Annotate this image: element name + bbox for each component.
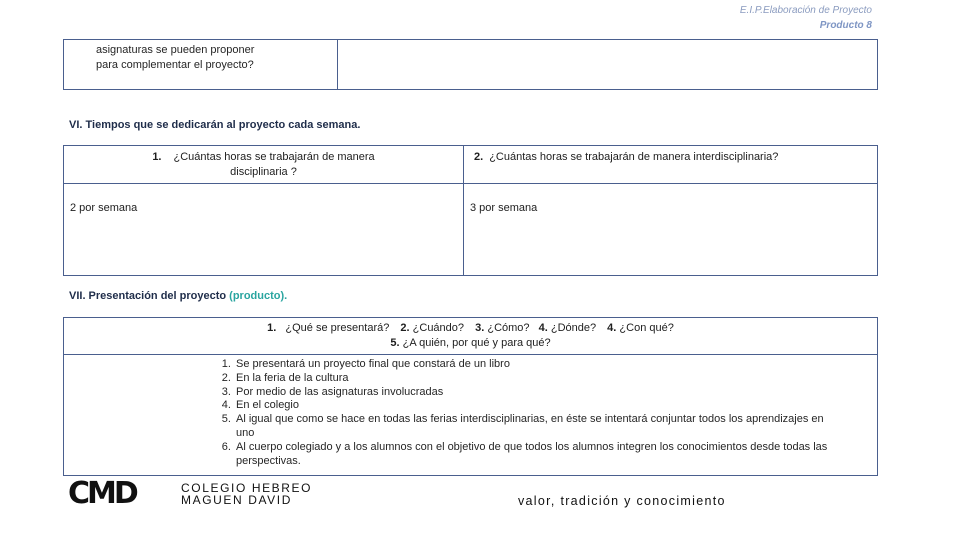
top-question-line1: asignaturas se pueden proponer	[96, 44, 255, 56]
section6-q1-line2: disciplinaria ?	[230, 166, 297, 178]
section7-title-main: VII. Presentación del proyecto	[69, 290, 227, 302]
section7-title	[69, 290, 287, 302]
section6-q2-cell	[464, 146, 878, 184]
answer-item: 2. En la feria de la cultura	[234, 372, 837, 386]
logo-text: CMD	[68, 476, 136, 511]
section6-q2-text: ¿Cuántas horas se trabajarán de manera interdisciplinaria?	[489, 151, 779, 163]
section7-answers-cell	[64, 355, 878, 476]
section7-q1-text: ¿Qué se presentará?	[285, 322, 390, 334]
header-product: Producto 8	[819, 20, 872, 31]
answer-item: 4. En el colegio	[234, 399, 837, 413]
section7-questions-cell	[64, 318, 878, 355]
section7-q3-num: 3.	[475, 322, 485, 334]
section6-title	[69, 119, 360, 131]
header-title: E.I.P.Elaboración de Proyecto	[739, 5, 872, 16]
section6-q1-line1: ¿Cuántas horas se trabajarán de manera	[173, 151, 375, 163]
section7-q5-text: ¿Con qué?	[619, 322, 674, 334]
section7-q6-text: ¿A quién, por qué y para qué?	[402, 337, 551, 349]
section7-q4-num: 4.	[538, 322, 548, 334]
section7-q6-num: 5.	[390, 337, 400, 349]
school-logo	[68, 478, 158, 510]
section7-q5-num: 4.	[607, 322, 617, 334]
answer-item: 5. Al igual que como se hace en todas las ferias interdisciplinarias, en éste se intentará conjuntar todos los aprendizajes en uno	[234, 413, 837, 441]
school-line2: MAGUEN DAVID	[181, 493, 292, 507]
section7-questions-line2	[64, 336, 877, 351]
section6-table	[63, 145, 878, 276]
top-table	[63, 39, 878, 90]
section7-table	[63, 317, 878, 476]
section7-answer-list	[214, 358, 837, 468]
section7-title-accent: (producto).	[229, 290, 288, 302]
section6-a1-cell	[64, 184, 464, 276]
school-line1: COLEGIO HEBREO	[181, 481, 313, 495]
section6-a2-cell	[464, 184, 878, 276]
section6-q2-num: 2.	[474, 151, 484, 163]
school-motto: valor, tradición y conocimiento	[518, 494, 726, 508]
section7-q1-num: 1.	[267, 322, 277, 334]
school-name	[181, 482, 312, 506]
section6-a1: 2 por semana	[70, 202, 138, 214]
top-question-line2: para complementar el proyecto?	[96, 59, 254, 71]
document-header	[572, 0, 872, 34]
section7-q4-text: ¿Dónde?	[550, 322, 597, 334]
section6-a2: 3 por semana	[470, 202, 538, 214]
section7-q2-text: ¿Cuándo?	[412, 322, 465, 334]
answer-item: 6. Al cuerpo colegiado y a los alumnos con el objetivo de que todos los alumnos integren los conocimientos desde todas las perspectivas.	[234, 441, 837, 469]
section7-questions-line1	[64, 321, 877, 336]
answer-item: 1. Se presentará un proyecto final que constará de un libro	[234, 358, 837, 372]
section6-q1-num: 1.	[152, 151, 162, 163]
section7-q3-text: ¿Cómo?	[487, 322, 530, 334]
top-question-cell	[64, 40, 338, 90]
top-answer-cell	[338, 40, 878, 90]
section7-q2-num: 2.	[400, 322, 410, 334]
answer-item: 3. Por medio de las asignaturas involucradas	[234, 386, 837, 400]
section6-title-text: VI. Tiempos que se dedicarán al proyecto cada semana.	[69, 119, 361, 131]
section6-q1-cell	[64, 146, 464, 184]
